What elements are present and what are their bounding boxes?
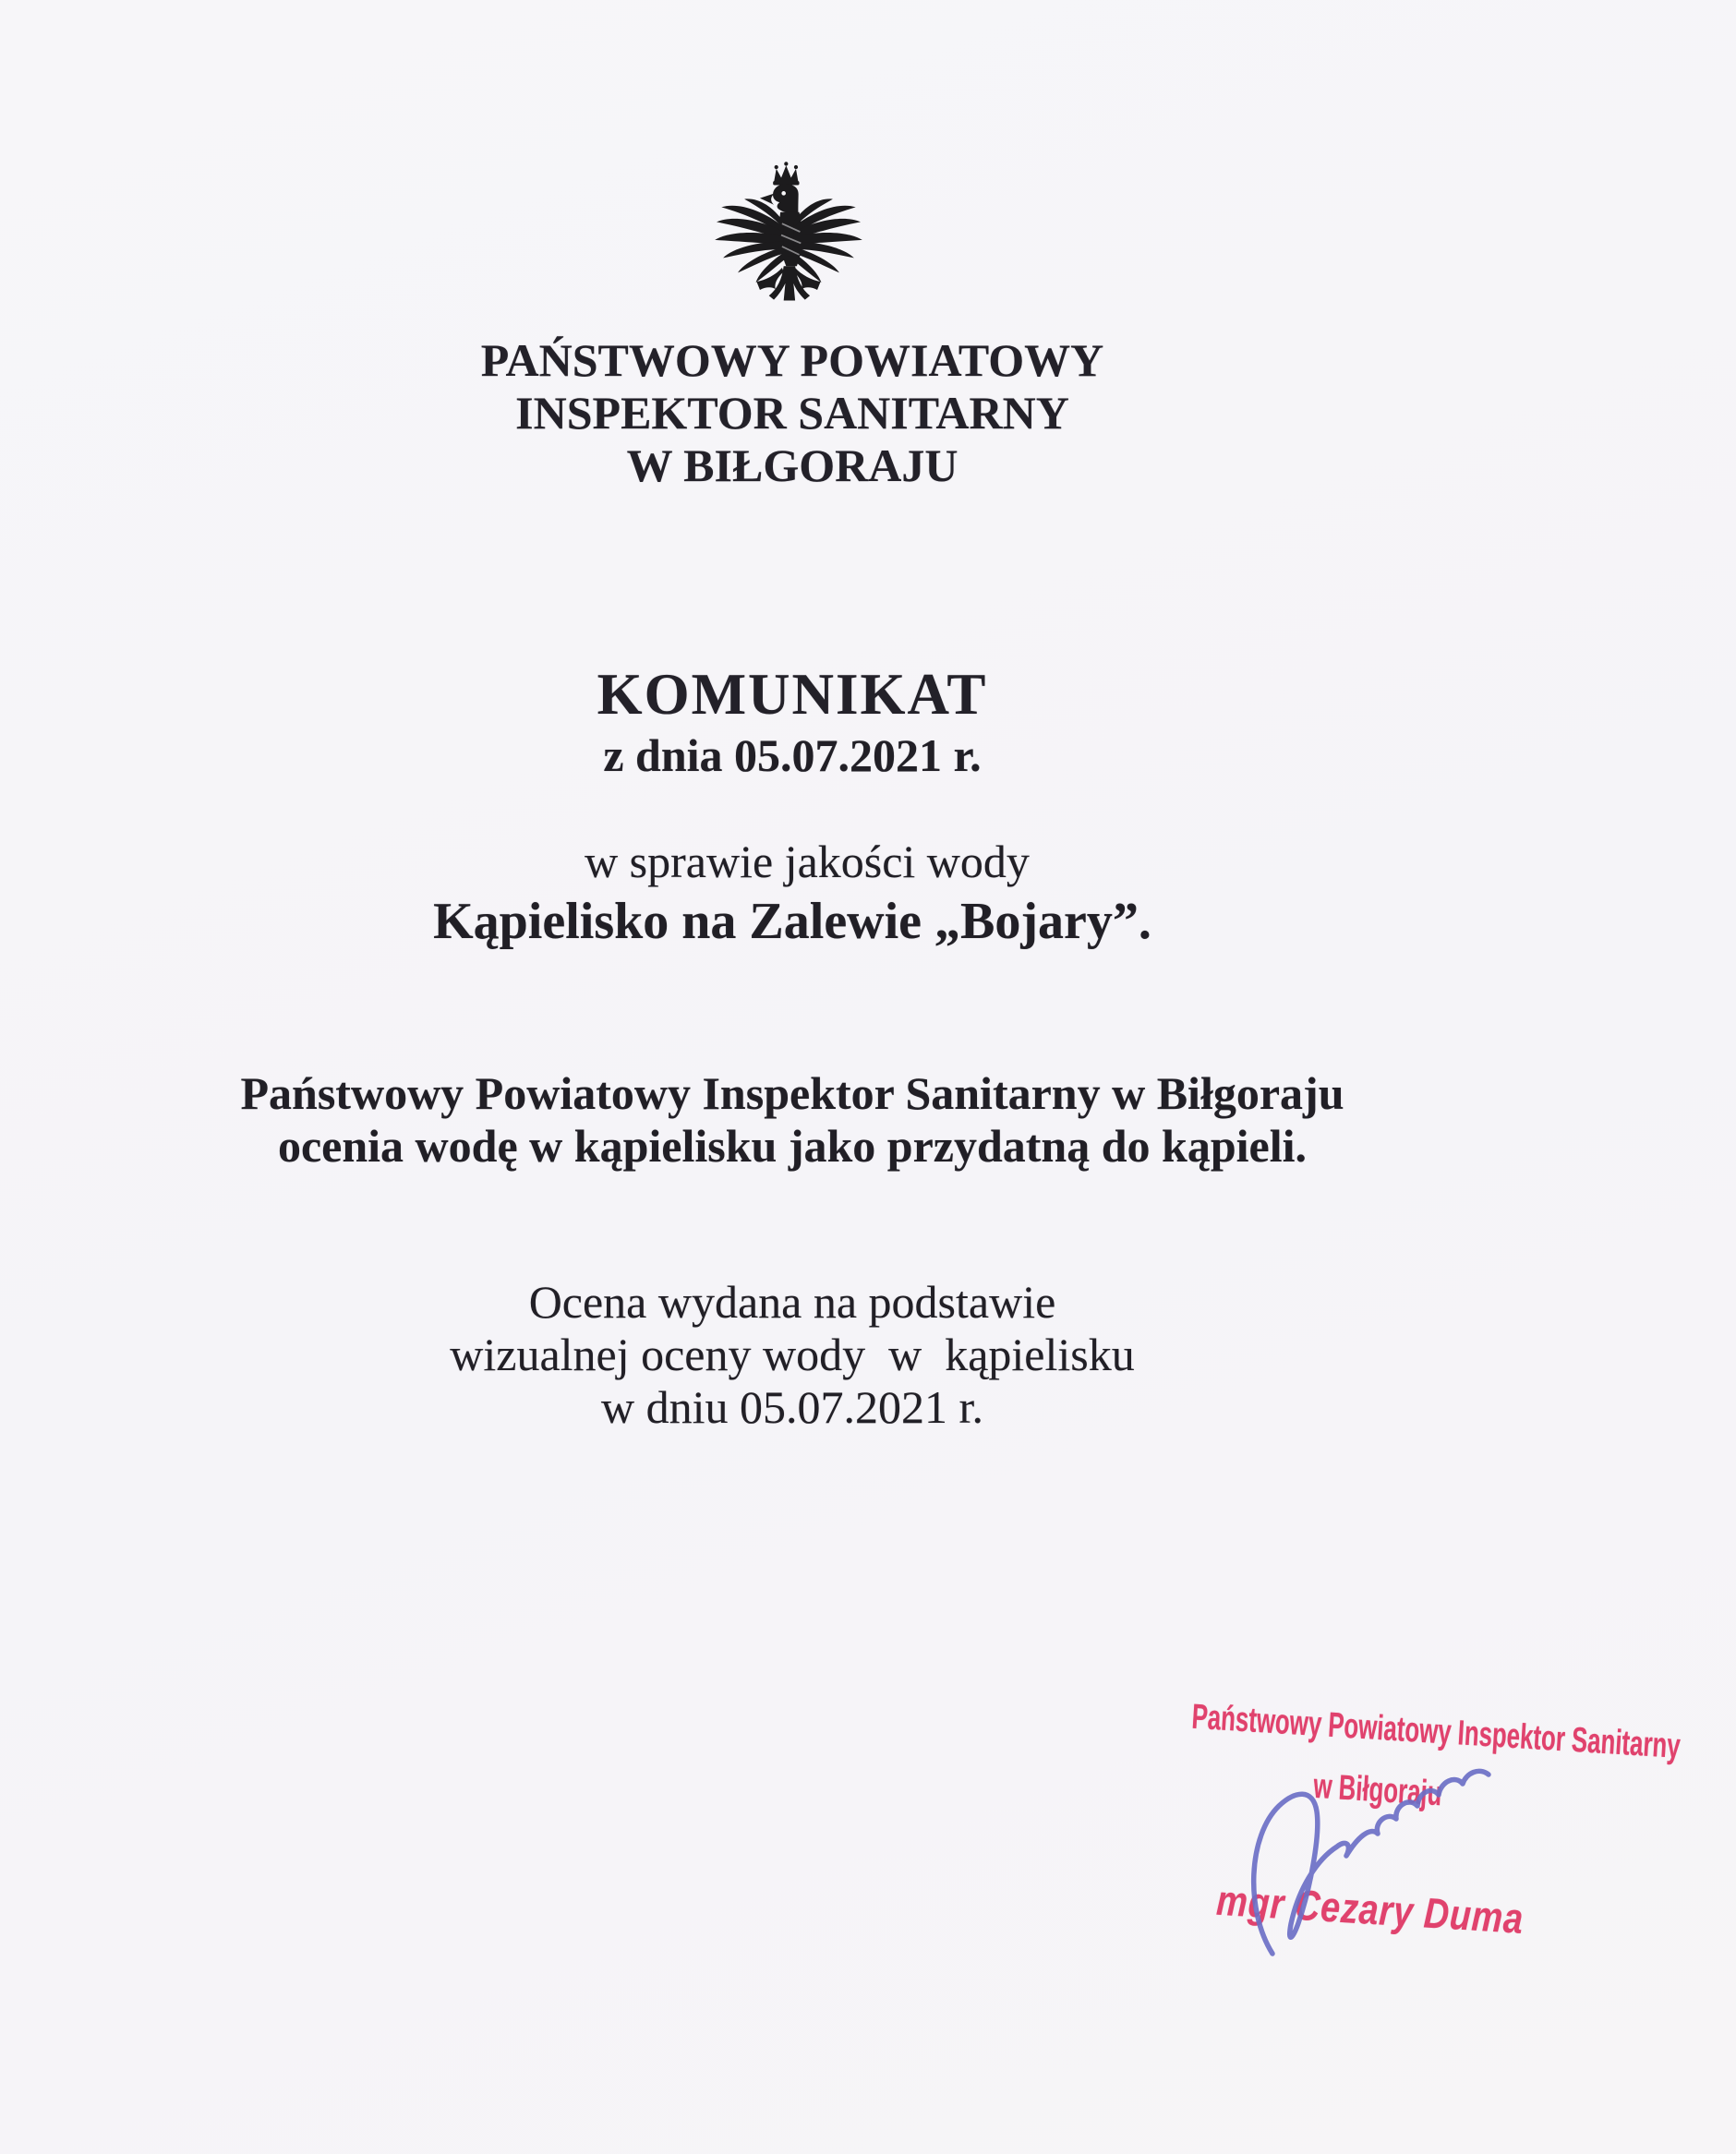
letterhead-line-3: W BIŁGORAJU (626, 439, 958, 491)
assessment-basis-line-1: Ocena wydana na podstawie (528, 1276, 1056, 1328)
announcement-title: KOMUNIKAT (597, 662, 988, 727)
letterhead (0, 334, 1585, 492)
assessment-basis (0, 1276, 1585, 1434)
assessment-statement (0, 1067, 1585, 1173)
stamp-line-1-text: Państwowy Powiatowy Inspektor Sanitarny (1190, 1697, 1682, 1766)
assessment-basis-line-2: wizualnej oceny wody w kąpielisku (450, 1329, 1135, 1380)
subject-line-2: Kąpielisko na Zalewie „Bojary”. (433, 893, 1151, 950)
assessment-statement-line-2: ocenia wodę w kąpielisku jako przydatną do kąpieli. (277, 1120, 1308, 1172)
assessment-statement-line-1: Państwowy Powiatowy Inspektor Sanitarny w Biłgoraju (240, 1067, 1344, 1119)
subject-line-1: w sprawie jakości wody (585, 836, 1030, 887)
coat-of-arms-eagle-icon (706, 160, 871, 333)
stamp-line-2-text: w Biłgoraju (1311, 1766, 1443, 1814)
letterhead-line-1: PAŃSTWOWY POWIATOWY (480, 334, 1104, 386)
handwritten-signature (1228, 1734, 1542, 1974)
assessment-basis-line-3: w dniu 05.07.2021 r. (601, 1381, 983, 1433)
letterhead-line-2: INSPEKTOR SANITARNY (515, 387, 1069, 439)
stamp-line-3-text: mgr Cezary Duma (1214, 1875, 1525, 1943)
announcement-date-line: z dnia 05.07.2021 r. (603, 729, 982, 781)
